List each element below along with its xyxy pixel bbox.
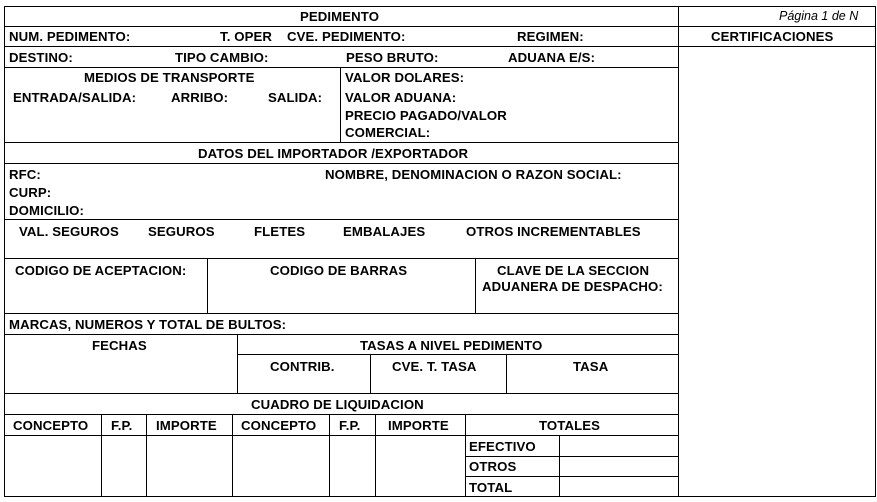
page-indicator: Página 1 de N bbox=[779, 9, 859, 23]
contrib-label: CONTRIB. bbox=[270, 359, 335, 374]
domicilio-label: DOMICILIO: bbox=[9, 203, 84, 218]
pedimento-title: PEDIMENTO bbox=[300, 9, 380, 24]
nombre-label: NOMBRE, DENOMINACION O RAZON SOCIAL: bbox=[325, 167, 622, 182]
importer-title: DATOS DEL IMPORTADOR /EXPORTADOR bbox=[198, 146, 469, 161]
peso-bruto-label: PESO BRUTO: bbox=[346, 50, 439, 65]
rule bbox=[4, 496, 876, 497]
total-label: TOTAL bbox=[469, 480, 513, 495]
rule bbox=[4, 313, 678, 314]
rule bbox=[506, 354, 507, 393]
rule bbox=[678, 6, 679, 497]
rule bbox=[465, 456, 678, 457]
rule bbox=[4, 393, 678, 394]
t-oper-label: T. OPER bbox=[220, 29, 272, 44]
cve-tasa-label: CVE. T. TASA bbox=[392, 359, 477, 374]
rule bbox=[101, 414, 102, 496]
rule bbox=[475, 258, 476, 313]
destino-label: DESTINO: bbox=[9, 50, 73, 65]
rule bbox=[4, 258, 678, 259]
otros-incrementables-label: OTROS INCREMENTABLES bbox=[466, 224, 641, 239]
arribo-label: ARRIBO: bbox=[171, 90, 229, 105]
rule bbox=[4, 6, 5, 497]
cve-pedimento-label: CVE. PEDIMENTO: bbox=[287, 29, 406, 44]
transport-title: MEDIOS DE TRANSPORTE bbox=[84, 70, 255, 85]
tipo-cambio-label: TIPO CAMBIO: bbox=[175, 50, 269, 65]
entrada-salida-label: ENTRADA/SALIDA: bbox=[13, 90, 137, 105]
rule bbox=[4, 142, 678, 143]
rule bbox=[207, 258, 208, 313]
rule bbox=[340, 67, 341, 142]
aduana-label: ADUANA E/S: bbox=[508, 50, 596, 65]
tasas-title: TASAS A NIVEL PEDIMENTO bbox=[360, 338, 543, 353]
efectivo-label: EFECTIVO bbox=[469, 439, 536, 454]
val-seguros-label: VAL. SEGUROS bbox=[19, 224, 119, 239]
rule bbox=[375, 414, 376, 496]
codigo-aceptacion-label: CODIGO DE ACEPTACION: bbox=[15, 263, 187, 278]
rule bbox=[465, 414, 466, 496]
tasa-label: TASA bbox=[573, 359, 609, 374]
fp-header-2: F.P. bbox=[339, 418, 361, 433]
fletes-label: FLETES bbox=[254, 224, 306, 239]
rule bbox=[4, 219, 678, 220]
rule bbox=[875, 6, 876, 497]
importe-header-2: IMPORTE bbox=[388, 418, 449, 433]
rule bbox=[370, 354, 371, 393]
codigo-barras-label: CODIGO DE BARRAS bbox=[270, 263, 408, 278]
salida-label: SALIDA: bbox=[268, 90, 323, 105]
fechas-label: FECHAS bbox=[92, 338, 147, 353]
certifications-label: CERTIFICACIONES bbox=[711, 29, 834, 44]
comercial-label: COMERCIAL: bbox=[345, 125, 431, 140]
seguros-label: SEGUROS bbox=[148, 224, 215, 239]
concepto-header-2: CONCEPTO bbox=[241, 418, 317, 433]
rule bbox=[329, 414, 330, 496]
clave-seccion-label: CLAVE DE LA SECCION bbox=[497, 263, 650, 278]
embalajes-label: EMBALAJES bbox=[343, 224, 426, 239]
valor-aduana-label: VALOR ADUANA: bbox=[345, 90, 457, 105]
rule bbox=[237, 334, 238, 393]
liquidacion-title: CUADRO DE LIQUIDACION bbox=[251, 397, 424, 412]
rule bbox=[237, 354, 678, 355]
rule bbox=[4, 334, 678, 335]
rule bbox=[4, 26, 876, 27]
rule bbox=[465, 476, 678, 477]
valor-dolares-label: VALOR DOLARES: bbox=[345, 70, 465, 85]
rule bbox=[4, 435, 678, 436]
rule bbox=[4, 6, 876, 7]
rule bbox=[4, 163, 678, 164]
rule bbox=[4, 414, 678, 415]
rule bbox=[4, 46, 876, 47]
marcas-label: MARCAS, NUMEROS Y TOTAL DE BULTOS: bbox=[9, 317, 287, 332]
precio-pagado-label: PRECIO PAGADO/VALOR bbox=[345, 108, 507, 123]
importe-header-1: IMPORTE bbox=[156, 418, 217, 433]
aduanera-despacho-label: ADUANERA DE DESPACHO: bbox=[482, 279, 663, 294]
num-pedimento-label: NUM. PEDIMENTO: bbox=[9, 29, 131, 44]
regimen-label: REGIMEN: bbox=[517, 29, 584, 44]
curp-label: CURP: bbox=[9, 185, 52, 200]
fp-header-1: F.P. bbox=[111, 418, 133, 433]
rule bbox=[559, 435, 560, 496]
otros-label: OTROS bbox=[469, 459, 517, 474]
totales-header: TOTALES bbox=[539, 418, 601, 433]
rule bbox=[146, 414, 147, 496]
rule bbox=[4, 67, 678, 68]
rule bbox=[232, 414, 233, 496]
concepto-header-1: CONCEPTO bbox=[13, 418, 89, 433]
rfc-label: RFC: bbox=[9, 167, 41, 182]
